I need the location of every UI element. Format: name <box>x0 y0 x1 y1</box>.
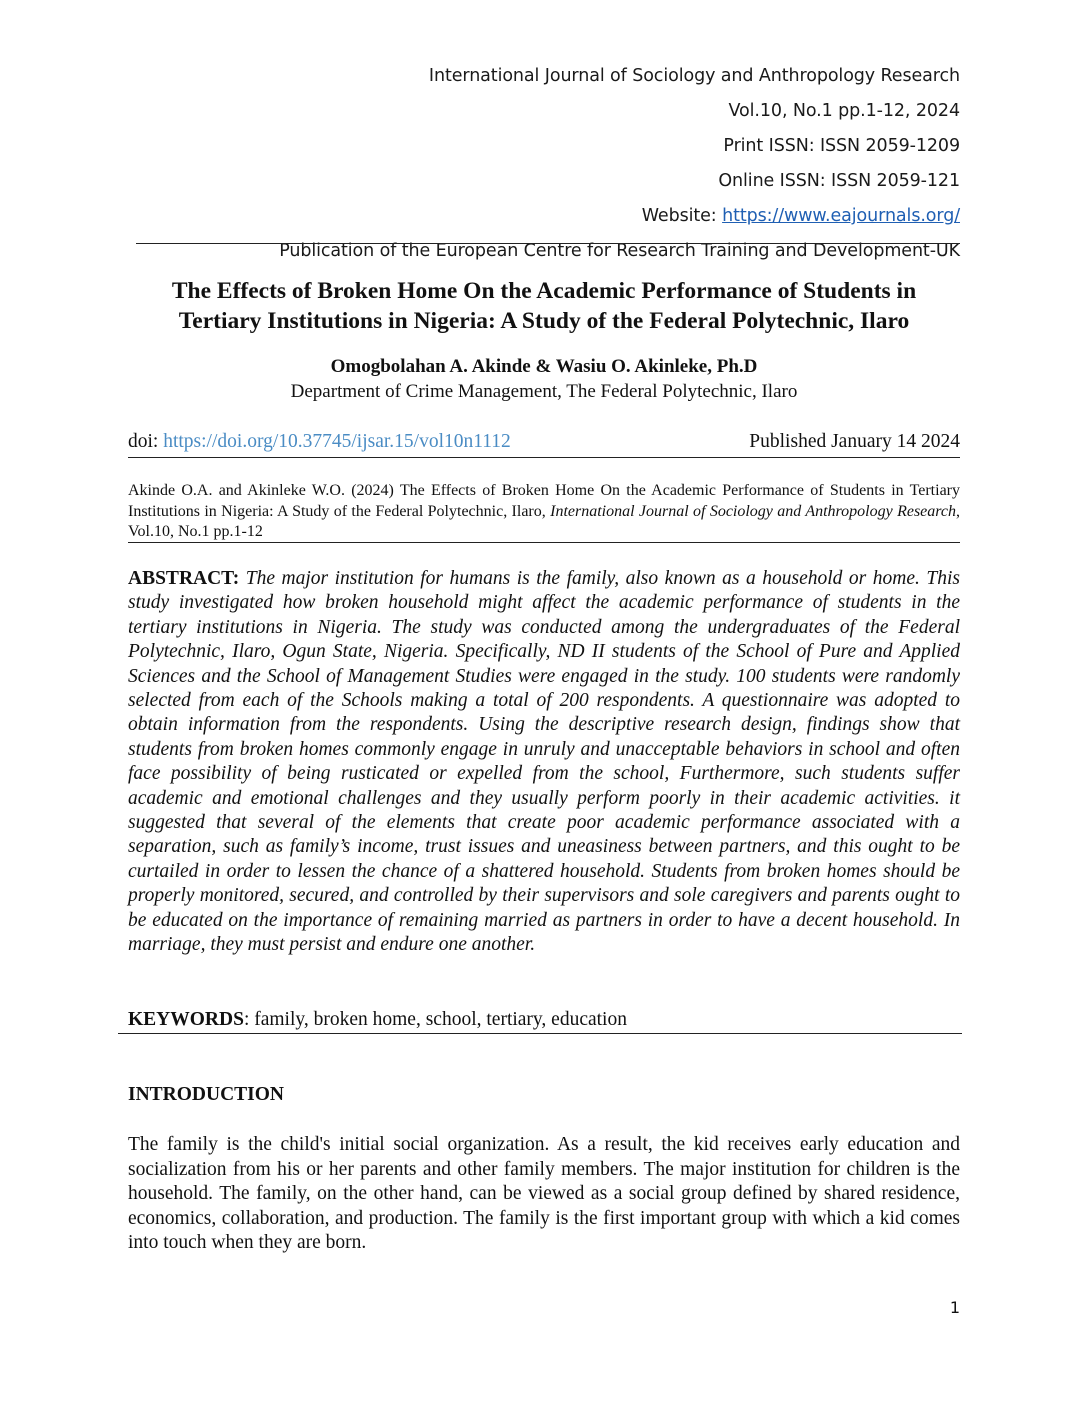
introduction-heading: INTRODUCTION <box>128 1084 285 1105</box>
citation-divider <box>128 542 960 543</box>
print-issn: Print ISSN: ISSN 2059-1209 <box>723 136 960 156</box>
keywords-label: KEYWORDS <box>128 1009 244 1030</box>
header-divider <box>136 243 960 244</box>
page-number: 1 <box>949 1298 960 1317</box>
doi-row <box>128 431 960 453</box>
website-label: Website: <box>641 206 723 226</box>
abstract-label: ABSTRACT: <box>128 568 246 589</box>
published-date: Published January 14 2024 <box>749 431 960 452</box>
abstract-text: The major institution for humans is the family, also known as a household or home. This study investigated how broken household might affect the academic performance of students in the tertiary institutions in Nigeria. The study was conducted among the undergraduates of the Federal Polytechnic, Ilaro, Ogun State, Nigeria. Specifically, ND II students of the School of Pure and Applied Sciences and the School of Management Studies were engaged in the study. 100 students were randomly selected from each of the Schools making a total of 200 respondents. A questionnaire was adopted to obtain information from the respondents. Using the descriptive research design, findings show that students from broken homes commonly engage in unruly and unacceptable behaviors in school and often face possibility of being rusticated or expelled from the school, Furthermore, such students suffer academic and emotional challenges and they usually perform poorly in their academic activities. it suggested that several of the elements that create poor academic performance associated with a separation, such as family’s income, trust issues and uneasiness between partners, and this ought to be curtailed in order to lessen the chance of a shattered household. Students from broken homes should be properly monitored, secured, and controlled by their supervisors and sole caregivers and parents ought to be educated on the importance of remaining married as partners in order to have a decent household. In marriage, they must persist and endure one another. <box>128 568 960 956</box>
doi-label: doi: <box>128 431 164 452</box>
publisher-line: Publication of the European Centre for Research Training and Development-UK <box>279 241 960 261</box>
doi-line <box>128 431 511 453</box>
website-line <box>642 206 960 226</box>
doi-link[interactable]: https://doi.org/10.37745/ijsar.15/vol10n1112 <box>163 431 511 452</box>
keywords-text: : family, broken home, school, tertiary, education <box>243 1009 627 1030</box>
website-link[interactable]: https://www.eajournals.org/ <box>722 206 960 226</box>
citation-tail: , Vol.10, No.1 pp.1-12 <box>128 502 961 540</box>
volume-info: Vol.10, No.1 pp.1-12, 2024 <box>728 101 960 121</box>
citation-lead: Akinde O.A. and Akinleke W.O. (2024) The Effects of Broken Home On the Academic Performance of Students in Tertiary Institutions in Nigeria: A Study of the Federal Polytechnic, Ilaro, <box>128 482 960 520</box>
introduction-paragraph: The family is the child's initial social organization. As a result, the kid receives early education and socialization from his or her parents and other family members. The major institution for children is the household. The family, on the other hand, can be viewed as a social group defined by shared residence, economics, collaboration, and production. The family is the first important group with which a kid comes into touch when they are born. <box>128 1134 960 1254</box>
citation <box>128 481 960 543</box>
journal-name: International Journal of Sociology and Anthropology Research <box>428 66 960 86</box>
keywords-divider <box>118 1033 962 1034</box>
doi-divider <box>128 457 960 458</box>
abstract <box>128 567 960 958</box>
online-issn: Online ISSN: ISSN 2059-121 <box>718 171 960 191</box>
citation-journal: International Journal of Sociology and Anthropology Research <box>550 502 957 520</box>
authors: Omogbolahan A. Akinde & Wasiu O. Akinleke, Ph.D <box>330 356 758 377</box>
affiliation: Department of Crime Management, The Federal Polytechnic, Ilaro <box>290 381 798 402</box>
paper-title: The Effects of Broken Home On the Academic Performance of Students in Tertiary Institutions in Nigeria: A Study of the Federal Polytechnic, Ilaro <box>171 278 917 334</box>
keywords <box>128 1009 960 1031</box>
